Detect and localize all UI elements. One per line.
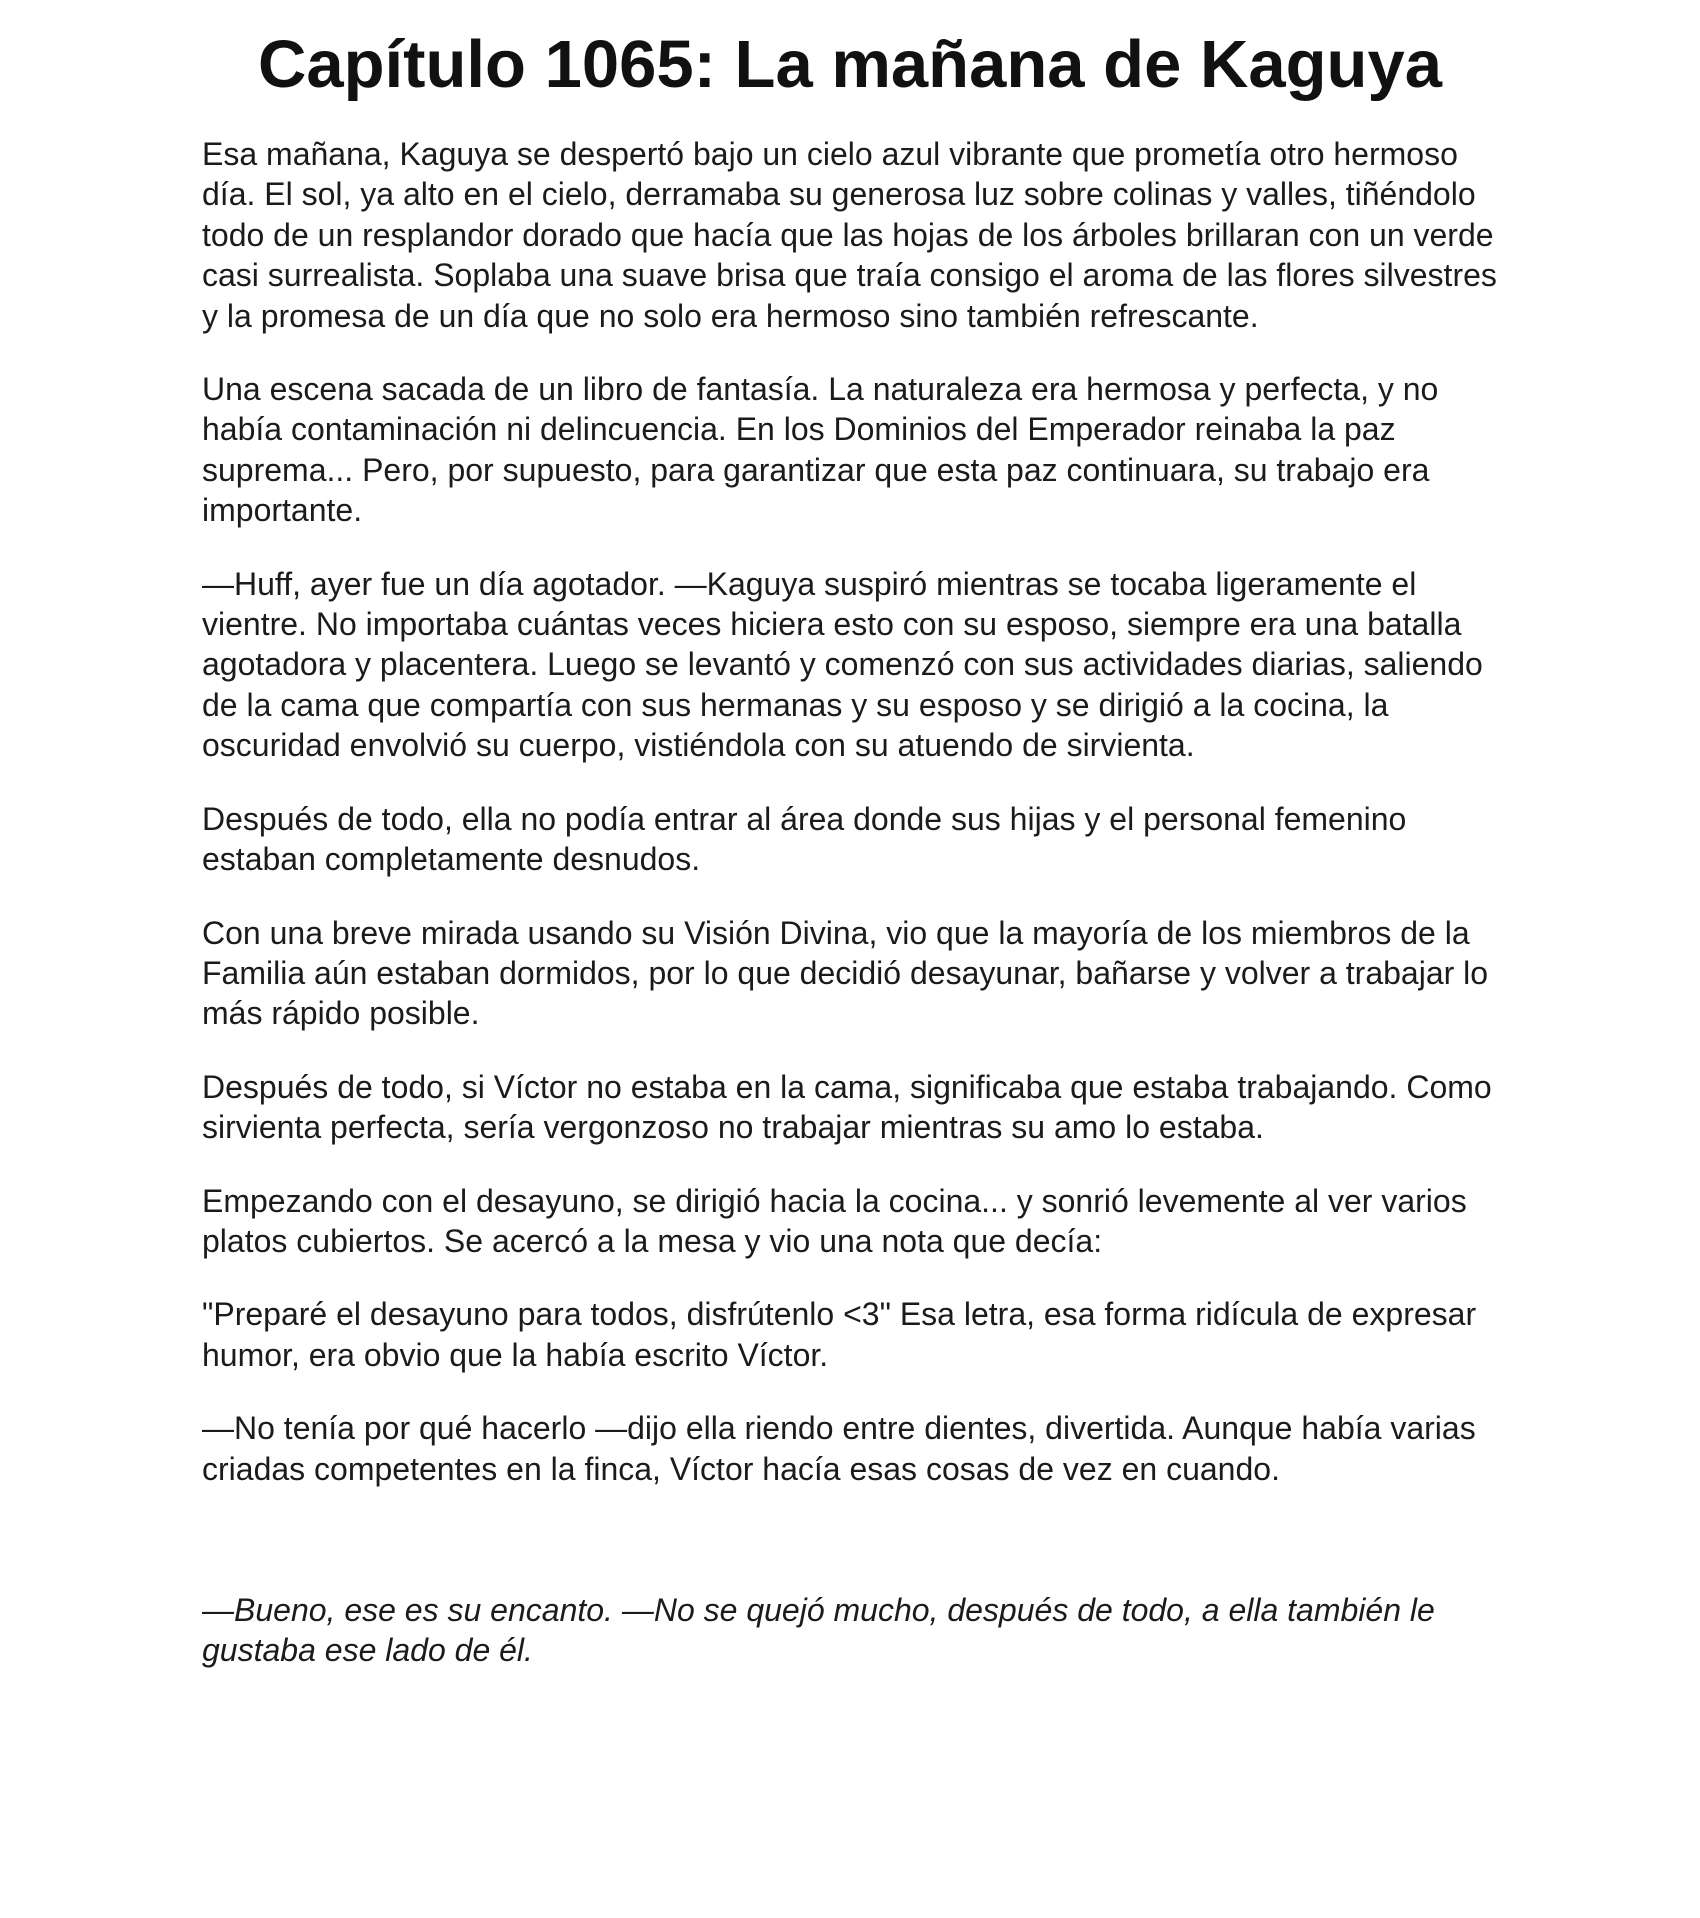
paragraph-7: Empezando con el desayuno, se dirigió hacia la cocina... y sonrió levemente al ver varios platos cubiertos. Se acercó a la mesa y vio una nota que decía: bbox=[202, 1182, 1467, 1259]
paragraph-4: Después de todo, ella no podía entrar al área donde sus hijas y el personal femenino estaban completamente desnudos. bbox=[202, 800, 1407, 878]
chapter-body bbox=[202, 134, 1502, 1704]
paragraph-2: Una escena sacada de un libro de fantasía. La naturaleza era hermosa y perfecta, y no había contaminación ni delincuencia. En los Dominios del Emperador reinaba la paz suprema... Pero, por supuesto, para garantizar que esta paz continuara, su trabajo era importante. bbox=[202, 371, 1439, 529]
paragraph-6: Después de todo, si Víctor no estaba en la cama, significaba que estaba trabajando. Como sirvienta perfecta, sería vergonzoso no trabajar mientras su amo lo estaba. bbox=[202, 1068, 1492, 1146]
chapter-title: Capítulo 1065: La mañana de Kaguya bbox=[257, 27, 1442, 102]
paragraph-8: "Preparé el desayuno para todos, disfrútenlo <3" Esa letra, esa forma ridícula de expresar humor, era obvio que la había escrito Víctor. bbox=[202, 1296, 1477, 1373]
paragraph-1: Esa mañana, Kaguya se despertó bajo un cielo azul vibrante que prometía otro hermoso día. El sol, ya alto en el cielo, derramaba su generosa luz sobre colinas y valles, tiñéndolo todo de un resplandor dorado que hacía que las hojas de los árboles brillaran con un verde casi surrealista. Soplaba una suave brisa que traía consigo el aroma de las flores silvestres y la promesa de un día que no solo era hermoso sino también refrescante. bbox=[202, 136, 1497, 334]
paragraph-9: —No tenía por qué hacerlo —dijo ella riendo entre dientes, divertida. Aunque había varias criadas competentes en la finca, Víctor hacía esas cosas de vez en cuando. bbox=[202, 1410, 1476, 1487]
paragraph-10: —Bueno, ese es su encanto. —No se quejó mucho, después de todo, a ella también le gustaba ese lado de él. bbox=[202, 1591, 1435, 1669]
paragraph-5: Con una breve mirada usando su Visión Divina, vio que la mayoría de los miembros de la Familia aún estaban dormidos, por lo que decidió desayunar, bañarse y volver a trabajar lo más rápido posible. bbox=[202, 914, 1489, 1032]
paragraph-3: —Huff, ayer fue un día agotador. —Kaguya suspiró mientras se tocaba ligeramente el vientre. No importaba cuántas veces hiciera esto con su esposo, siempre era una batalla agotadora y placentera. Luego se levantó y comenzó con sus actividades diarias, saliendo de la cama que compartía con sus hermanas y su esposo y se dirigió a la cocina, la oscuridad envolvió su cuerpo, vistiéndola con su atuendo de sirvienta. bbox=[202, 565, 1483, 764]
